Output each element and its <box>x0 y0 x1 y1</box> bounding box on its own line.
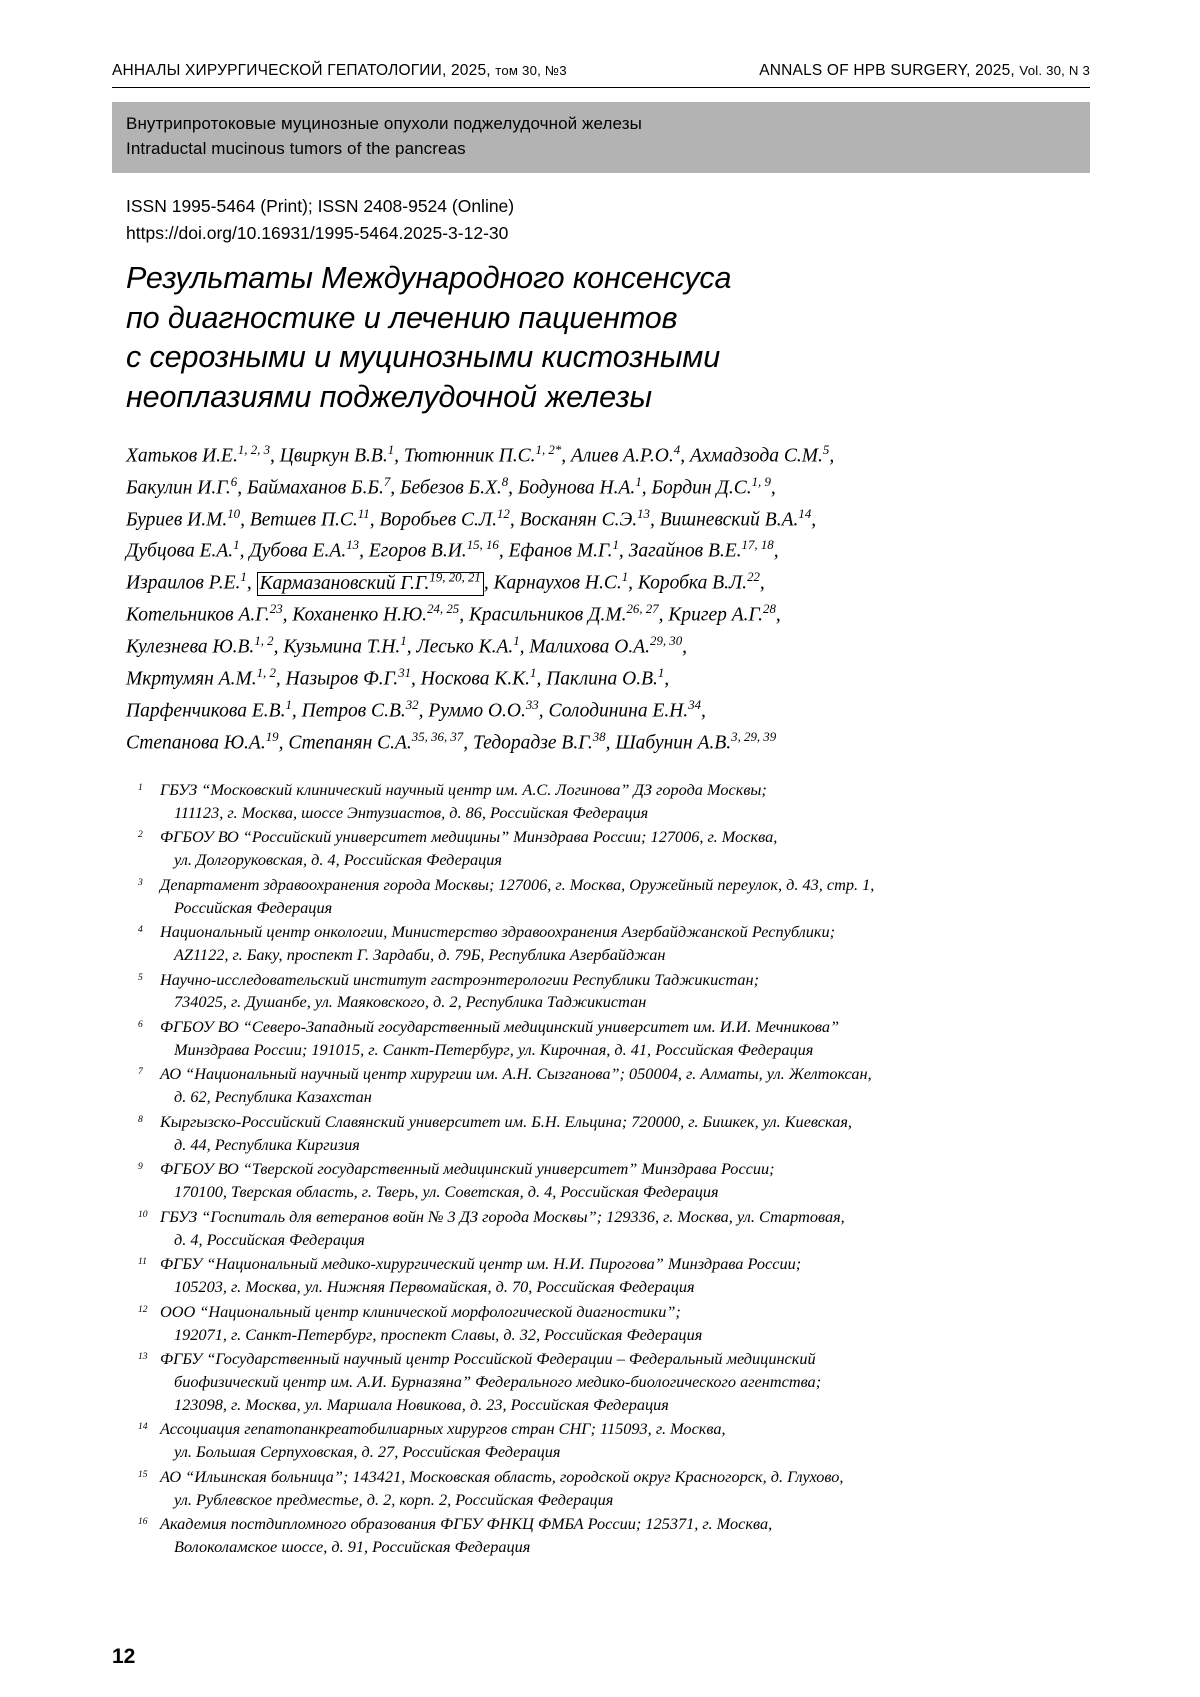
doi-line[interactable]: https://doi.org/10.16931/1995-5464.2025-3-12-30 <box>126 223 509 243</box>
affiliation-text <box>160 874 1088 920</box>
affiliation-item <box>138 1418 1088 1464</box>
affiliation-text <box>160 1111 1088 1157</box>
author-affiliation-marker: 1 <box>513 634 520 649</box>
running-head-right-small: Vol. 30, N 3 <box>1019 63 1090 78</box>
affiliation-text <box>160 1348 1088 1417</box>
affiliation-text <box>160 1206 1088 1252</box>
author-affiliation-marker: 1 <box>612 538 619 553</box>
affiliation-item <box>138 1206 1088 1252</box>
affiliation-text <box>160 779 1088 825</box>
affiliation-text <box>160 1063 1088 1109</box>
affiliation-line: ГБУЗ “Московский клинический научный центр им. А.С. Логинова” ДЗ города Москвы; <box>160 779 767 799</box>
issn-doi-block <box>126 193 1088 247</box>
author-affiliation-marker: 4 <box>673 442 681 457</box>
author-affiliation-marker: 34 <box>688 697 702 712</box>
affiliation-line: биофизический центр им. А.И. Бурназяна” Федерального медико-биологического агентства; <box>174 1371 822 1391</box>
affiliation-line: Академия постдипломного образования ФГБУ ФНКЦ ФМБА России; 125371, г. Москва, <box>160 1514 773 1534</box>
author-line: Парфенчикова Е.В.$^1$, Петров С.В.$^{32}$, Руммо О.О.$^{33}$, Солодинина Е.Н.$^{34}$, <box>126 697 706 722</box>
author-affiliation-marker: 1 <box>635 474 642 489</box>
affiliation-line: ул. Долгоруковская, д. 4, Российская Федерация <box>174 850 502 870</box>
affiliation-number: 16 <box>138 1516 148 1528</box>
author-affiliation-marker: 14 <box>798 506 812 521</box>
affiliation-line: Ассоциация гепатопанкреатобилиарных хирургов стран СНГ; 115093, г. Москва, <box>160 1419 726 1439</box>
affiliation-item <box>138 826 1088 872</box>
author-affiliation-marker: 26, 27 <box>626 602 659 617</box>
author-affiliation-marker: 32 <box>405 697 419 712</box>
affiliation-number: 5 <box>138 971 143 983</box>
author-affiliation-marker: 28 <box>763 602 776 617</box>
author-affiliation-marker: 33 <box>525 697 539 712</box>
affiliation-item <box>138 921 1088 967</box>
author-affiliation-marker: 12 <box>497 506 510 521</box>
author-line: Хатьков И.Е.$^{1, 2, 3}$, Цвиркун В.В.$^1$, Тютюнник П.С.$^{1, 2*}$, Алиев А.Р.О.$^4$, Ахмадзода С.М.$^5$, <box>126 442 835 467</box>
author-affiliation-marker: 1 <box>400 634 407 649</box>
author-affiliation-marker: 6 <box>230 474 238 489</box>
affiliation-line: Кыргызско-Российский Славянский университет им. Б.Н. Ельцина; 720000, г. Бишкек, ул. Киевская, <box>160 1111 852 1131</box>
affiliation-text <box>160 921 1088 967</box>
affiliation-line: ул. Рублевское предместье, д. 2, корп. 2, Российская Федерация <box>174 1489 614 1509</box>
affiliation-number: 6 <box>138 1018 143 1030</box>
affiliation-line: Департамент здравоохранения города Москвы; 127006, г. Москва, Оружейный переулок, д. 43, стр. 1, <box>160 874 875 894</box>
affiliation-line: 111123, г. Москва, шоссе Энтузиастов, д. 86, Российская Федерация <box>174 802 649 822</box>
affiliation-text <box>160 1301 1088 1347</box>
author-affiliation-marker: 1, 2 <box>254 634 274 649</box>
affiliation-line: ФГБОУ ВО “Тверской государственный медицинский университет” Минздрава России; <box>160 1159 775 1179</box>
author-affiliation-marker: 3, 29, 39 <box>731 729 777 744</box>
affiliation-line: д. 4, Российская Федерация <box>174 1229 365 1249</box>
affiliation-line: ООО “Национальный центр клинической морфологической диагностики”; <box>160 1301 681 1321</box>
author-affiliation-marker: 19 <box>265 729 279 744</box>
author-affiliation-marker: 1 <box>621 570 629 585</box>
affiliation-number: 9 <box>138 1161 143 1173</box>
highlighted-author: Кармазановский Г.Г.$^{19, 20, 21}$ <box>257 572 484 596</box>
affiliation-number: 13 <box>138 1351 148 1362</box>
author-line: Мкртумян А.М.$^{1, 2}$, Назыров Ф.Г.$^{31}$, Носкова К.К.$^1$, Паклина О.В.$^1$, <box>126 666 670 690</box>
affiliation-item <box>138 1253 1088 1299</box>
affiliation-line: Национальный центр онкологии, Министерство здравоохранения Азербайджанской Республики; <box>160 922 836 942</box>
affiliation-line: АО “Ильинская больница”; 143421, Московская область, городской округ Красногорск, д. Глухово, <box>160 1466 844 1486</box>
affiliation-item <box>138 1301 1088 1347</box>
affiliation-item <box>138 1016 1088 1062</box>
affiliation-line: 170100, Тверская область, г. Тверь, ул. Советская, д. 4, Российская Федерация <box>174 1182 719 1202</box>
author-affiliation-marker: 7 <box>383 474 391 489</box>
author-affiliation-marker: 22 <box>747 570 760 585</box>
affiliation-item <box>138 779 1088 825</box>
affiliation-line: AZ1122, г. Баку, проспект Г. Зардаби, д. 79Б, Республика Азербайджан <box>174 945 666 965</box>
author-affiliation-marker: 13 <box>346 538 360 553</box>
running-head-left <box>112 62 567 80</box>
affiliation-item <box>138 1513 1088 1559</box>
author-affiliation-marker: 38 <box>592 729 606 744</box>
issn-line: ISSN 1995-5464 (Print); ISSN 2408-9524 (Online) <box>126 195 515 216</box>
banner-title-en: Intraductal mucinous tumors of the pancreas <box>126 138 466 158</box>
affiliation-line: Научно-исследовательский институт гастроэнтерологии Республики Таджикистан; <box>160 969 760 989</box>
affiliation-item <box>138 874 1088 920</box>
author-line: Буриев И.М.$^{10}$, Ветшев П.С.$^{11}$, Воробьев С.Л.$^{12}$, Восканян С.Э.$^{13}$, Вишневский В.А.$^{14}$, <box>126 506 817 530</box>
affiliation-text <box>160 1513 1088 1559</box>
affiliation-line: Волоколамское шоссе, д. 91, Российская Федерация <box>174 1537 531 1557</box>
title-line-4: неоплазиями поджелудочной железы <box>126 380 653 415</box>
affiliation-line: 734025, г. Душанбе, ул. Маяковского, д. 2, Республика Таджикистан <box>174 992 647 1012</box>
affiliation-item <box>138 1466 1088 1512</box>
affiliation-number: 15 <box>138 1468 148 1480</box>
running-head-left-main: АННАЛЫ ХИРУРГИЧЕСКОЙ ГЕПАТОЛОГИИ, 2025, <box>112 62 496 79</box>
author-affiliation-marker: 29, 30 <box>650 634 683 649</box>
affiliation-text <box>160 1016 1088 1062</box>
affiliation-number: 8 <box>138 1113 143 1125</box>
affiliation-number: 7 <box>138 1066 143 1078</box>
affiliation-list <box>138 779 1088 1559</box>
affiliation-number: 3 <box>138 876 143 888</box>
author-line: Израилов Р.Е.$^1$, Кармазановский Г.Г.$^{19, 20, 21}$ , Карнаухов Н.С.$^1$, Коробка В.Л.$^{22}$, <box>126 570 765 594</box>
affiliation-line: 123098, г. Москва, ул. Маршала Новикова, д. 23, Российская Федерация <box>174 1394 669 1414</box>
affiliation-line: д. 62, Республика Казахстан <box>174 1087 372 1107</box>
running-head-right-main: ANNALS OF HPB SURGERY, 2025, <box>759 62 1020 79</box>
affiliation-item <box>138 969 1088 1015</box>
author-affiliation-marker: 23 <box>269 602 283 617</box>
affiliation-item <box>138 1111 1088 1157</box>
affiliation-text <box>160 826 1088 872</box>
affiliation-line: ФГБОУ ВО “Российский университет медицины” Минздрава России; 127006, г. Москва, <box>160 827 778 847</box>
affiliation-number: 12 <box>138 1303 148 1315</box>
affiliation-line: ул. Большая Серпуховская, д. 27, Российская Федерация <box>174 1442 561 1462</box>
author-affiliation-marker: 1, 9 <box>751 474 771 489</box>
author-affiliation-marker: 1, 2 <box>256 666 276 681</box>
affiliation-item <box>138 1158 1088 1204</box>
affiliation-number: 11 <box>138 1256 147 1268</box>
author-affiliation-marker: 5 <box>822 442 830 457</box>
banner-title-ru: Внутрипротоковые муцинозные опухоли поджелудочной железы <box>126 114 642 133</box>
author-affiliation-marker: 1 <box>240 570 247 585</box>
affiliation-text <box>160 1418 1088 1464</box>
affiliation-number: 4 <box>138 924 143 936</box>
author-affiliation-marker: 8 <box>501 474 509 489</box>
author-affiliation-marker: 10 <box>227 506 241 521</box>
affiliation-number: 2 <box>138 829 143 841</box>
page-number: 12 <box>112 1645 136 1668</box>
affiliation-number: 14 <box>138 1421 148 1433</box>
author-affiliation-marker: 31 <box>398 666 412 681</box>
affiliation-number: 1 <box>138 781 143 793</box>
running-head <box>112 62 1090 88</box>
running-head-right <box>759 62 1090 80</box>
section-banner <box>112 102 1090 173</box>
affiliation-item <box>138 1063 1088 1109</box>
affiliation-line: ФГБОУ ВО “Северо-Западный государственный медицинский университет им. И.И. Мечникова” <box>160 1016 840 1036</box>
author-affiliation-marker: 19, 20, 21 <box>429 570 481 585</box>
author-line: Котельников А.Г.$^{23}$, Коханенко Н.Ю.$^{24, 25}$, Красильников Д.М.$^{26, 27}$, Кригер А.Г.$^{28}$, <box>126 602 781 626</box>
affiliation-text <box>160 1158 1088 1204</box>
author-affiliation-marker: 13 <box>637 506 650 521</box>
author-line: Кулезнева Ю.В.$^{1, 2}$, Кузьмина Т.Н.$^1$, Лесько К.А.$^1$, Малихова О.А.$^{29, 30}$, <box>126 634 688 658</box>
author-affiliation-marker: 17, 18 <box>741 538 774 553</box>
affiliation-item <box>138 1348 1088 1417</box>
affiliation-line: Минздрава России; 191015, г. Санкт-Петербург, ул. Кирочная, д. 41, Российская Федерация <box>174 1039 814 1059</box>
title-line-3: с серозными и муцинозными кистозными <box>126 340 721 375</box>
author-affiliation-marker: 11 <box>357 506 370 521</box>
author-affiliation-marker: 1 <box>657 666 665 681</box>
affiliation-line: ФГБУ “Национальный медико-хирургический центр им. Н.И. Пирогова” Минздрава России; <box>160 1254 802 1274</box>
author-affiliation-marker: 1, 2, 3 <box>237 442 270 457</box>
affiliation-text <box>160 1466 1088 1512</box>
author-affiliation-marker: 1 <box>233 538 240 553</box>
affiliation-line: ГБУЗ “Госпиталь для ветеранов войн № 3 ДЗ города Москвы”; 129336, г. Москва, ул. Стартовая, <box>160 1206 845 1226</box>
author-affiliation-marker: 15, 16 <box>466 538 499 553</box>
affiliation-line: д. 44, Республика Киргизия <box>174 1134 360 1154</box>
author-affiliation-marker: 1 <box>387 442 395 457</box>
author-affiliation-marker: 24, 25 <box>427 602 460 617</box>
affiliation-text <box>160 1253 1088 1299</box>
running-head-left-small: том 30, №3 <box>495 63 567 78</box>
title-line-1: Результаты Международного консенсуса <box>126 261 732 296</box>
affiliation-line: 105203, г. Москва, ул. Нижняя Первомайская, д. 70, Российская Федерация <box>174 1277 695 1297</box>
affiliation-text <box>160 969 1088 1015</box>
author-line: Степанова Ю.А.$^{19}$, Степанян С.А.$^{35, 36, 37}$, Тедорадзе В.Г.$^{38}$, Шабунин А.В.$^{3, 29, 39}$ <box>126 729 777 754</box>
author-list <box>126 440 1086 759</box>
author-affiliation-marker: 1 <box>285 697 292 712</box>
affiliation-line: АО “Национальный научный центр хирургии им. А.Н. Сызганова”; 050004, г. Алматы, ул. Желтоксан, <box>160 1064 872 1084</box>
author-affiliation-marker: 1, 2* <box>535 442 562 457</box>
title-line-2: по диагностике и лечению пациентов <box>126 300 678 335</box>
affiliation-line: ФГБУ “Государственный научный центр Российской Федерации – Федеральный медицинский <box>160 1349 816 1368</box>
page-title <box>126 259 1076 418</box>
affiliation-line: 192071, г. Санкт-Петербург, проспект Славы, д. 32, Российская Федерация <box>174 1324 703 1344</box>
author-line: Дубцова Е.А.$^1$, Дубова Е.А.$^{13}$, Егоров В.И.$^{15, 16}$, Ефанов М.Г.$^1$, Загайнов В.Е.$^{17, 18}$, <box>126 538 779 562</box>
author-affiliation-marker: 1 <box>530 666 537 681</box>
affiliation-line: Российская Федерация <box>174 897 333 917</box>
author-affiliation-marker: 35, 36, 37 <box>411 729 464 744</box>
author-line: Бакулин И.Г.$^6$, Баймаханов Б.Б.$^7$, Бебезов Б.Х.$^8$, Бодунова Н.А.$^1$, Бордин Д.С.$^{1, 9}$, <box>126 474 776 499</box>
affiliation-number: 10 <box>138 1208 148 1220</box>
